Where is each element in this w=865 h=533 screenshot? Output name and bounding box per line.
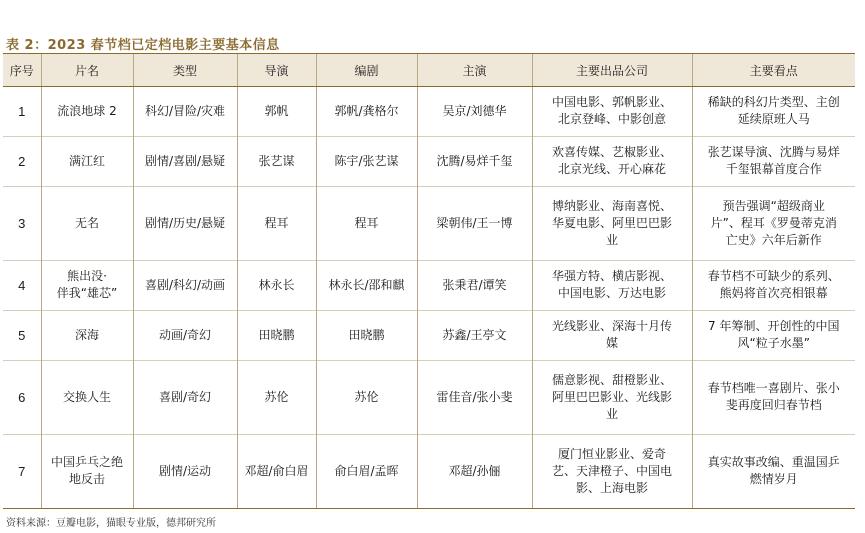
header-highlights: 主要看点 xyxy=(692,54,855,87)
cell-highlights: 真实故事改编、重温国乒 燃情岁月 xyxy=(692,434,855,508)
cell-studios: 厦门恒业影业、爱奇 艺、天津橙子、中国电 影、上海电影 xyxy=(532,434,692,508)
cell-director: 张艺谋 xyxy=(237,136,316,186)
cell-cast: 梁朝伟/王一博 xyxy=(417,186,532,260)
cell-genre: 动画/奇幻 xyxy=(133,310,237,360)
header-genre: 类型 xyxy=(133,54,237,87)
cell-film: 深海 xyxy=(41,310,133,360)
table-row xyxy=(3,260,855,310)
cell-writer: 程耳 xyxy=(316,186,417,260)
cell-writer: 陈宇/张艺谋 xyxy=(316,136,417,186)
cell-writer: 苏伦 xyxy=(316,360,417,434)
cell-cast: 吴京/刘德华 xyxy=(417,87,532,137)
film-info-table xyxy=(3,53,855,509)
cell-no: 7 xyxy=(3,434,41,508)
cell-studios: 欢喜传媒、艺椒影业、 北京光线、开心麻花 xyxy=(532,136,692,186)
cell-director: 田晓鹏 xyxy=(237,310,316,360)
cell-genre: 剧情/历史/悬疑 xyxy=(133,186,237,260)
cell-genre: 剧情/运动 xyxy=(133,434,237,508)
cell-highlights: 7 年筹制、开创性的中国 风“粒子水墨” xyxy=(692,310,855,360)
cell-director: 邓超/俞白眉 xyxy=(237,434,316,508)
cell-film: 流浪地球 2 xyxy=(41,87,133,137)
cell-no: 4 xyxy=(3,260,41,310)
cell-film: 中国乒乓之绝 地反击 xyxy=(41,434,133,508)
table-title: 表 2：2023 春节档已定档电影主要基本信息 xyxy=(6,38,280,53)
cell-no: 2 xyxy=(3,136,41,186)
header-cast: 主演 xyxy=(417,54,532,87)
cell-studios: 中国电影、郭帆影业、 北京登峰、中影创意 xyxy=(532,87,692,137)
cell-cast: 沈腾/易烊千玺 xyxy=(417,136,532,186)
cell-genre: 科幻/冒险/灾难 xyxy=(133,87,237,137)
table-row xyxy=(3,360,855,434)
cell-genre: 喜剧/奇幻 xyxy=(133,360,237,434)
header-studios: 主要出品公司 xyxy=(532,54,692,87)
header-row xyxy=(3,54,855,87)
cell-film: 熊出没· 伴我“雄芯” xyxy=(41,260,133,310)
cell-no: 5 xyxy=(3,310,41,360)
cell-director: 林永长 xyxy=(237,260,316,310)
cell-genre: 喜剧/科幻/动画 xyxy=(133,260,237,310)
cell-writer: 林永长/邵和麒 xyxy=(316,260,417,310)
cell-director: 苏伦 xyxy=(237,360,316,434)
table-row xyxy=(3,434,855,508)
cell-studios: 儒意影视、甜橙影业、 阿里巴巴影业、光线影 业 xyxy=(532,360,692,434)
cell-film: 交换人生 xyxy=(41,360,133,434)
cell-cast: 苏鑫/王亭文 xyxy=(417,310,532,360)
cell-cast: 雷佳音/张小斐 xyxy=(417,360,532,434)
header-film: 片名 xyxy=(41,54,133,87)
cell-highlights: 春节档不可缺少的系列、 熊妈将首次亮相银幕 xyxy=(692,260,855,310)
cell-cast: 张秉君/谭笑 xyxy=(417,260,532,310)
cell-writer: 俞白眉/孟晖 xyxy=(316,434,417,508)
header-director: 导演 xyxy=(237,54,316,87)
table-row xyxy=(3,310,855,360)
cell-film: 满江红 xyxy=(41,136,133,186)
cell-no: 3 xyxy=(3,186,41,260)
cell-film: 无名 xyxy=(41,186,133,260)
cell-studios: 光线影业、深海十月传 媒 xyxy=(532,310,692,360)
cell-director: 郭帆 xyxy=(237,87,316,137)
cell-highlights: 稀缺的科幻片类型、主创 延续原班人马 xyxy=(692,87,855,137)
cell-genre: 剧情/喜剧/悬疑 xyxy=(133,136,237,186)
cell-highlights: 张艺谋导演、沈腾与易烊 千玺银幕首度合作 xyxy=(692,136,855,186)
cell-no: 1 xyxy=(3,87,41,137)
table-row xyxy=(3,87,855,137)
cell-highlights: 春节档唯一喜剧片、张小 斐再度回归春节档 xyxy=(692,360,855,434)
header-no: 序号 xyxy=(3,54,41,87)
table-row xyxy=(3,136,855,186)
cell-cast: 邓超/孙俪 xyxy=(417,434,532,508)
cell-studios: 博纳影业、海南喜悦、 华夏电影、阿里巴巴影 业 xyxy=(532,186,692,260)
table-row xyxy=(3,186,855,260)
header-writer: 编剧 xyxy=(316,54,417,87)
cell-highlights: 预告强调“超级商业 片”、程耳《罗曼蒂克消 亡史》六年后新作 xyxy=(692,186,855,260)
cell-writer: 郭帆/龚格尔 xyxy=(316,87,417,137)
source-note: 资料来源：豆瓣电影，猫眼专业版，德邦研究所 xyxy=(6,518,216,529)
cell-writer: 田晓鹏 xyxy=(316,310,417,360)
cell-studios: 华强方特、横店影视、 中国电影、万达电影 xyxy=(532,260,692,310)
cell-director: 程耳 xyxy=(237,186,316,260)
cell-no: 6 xyxy=(3,360,41,434)
